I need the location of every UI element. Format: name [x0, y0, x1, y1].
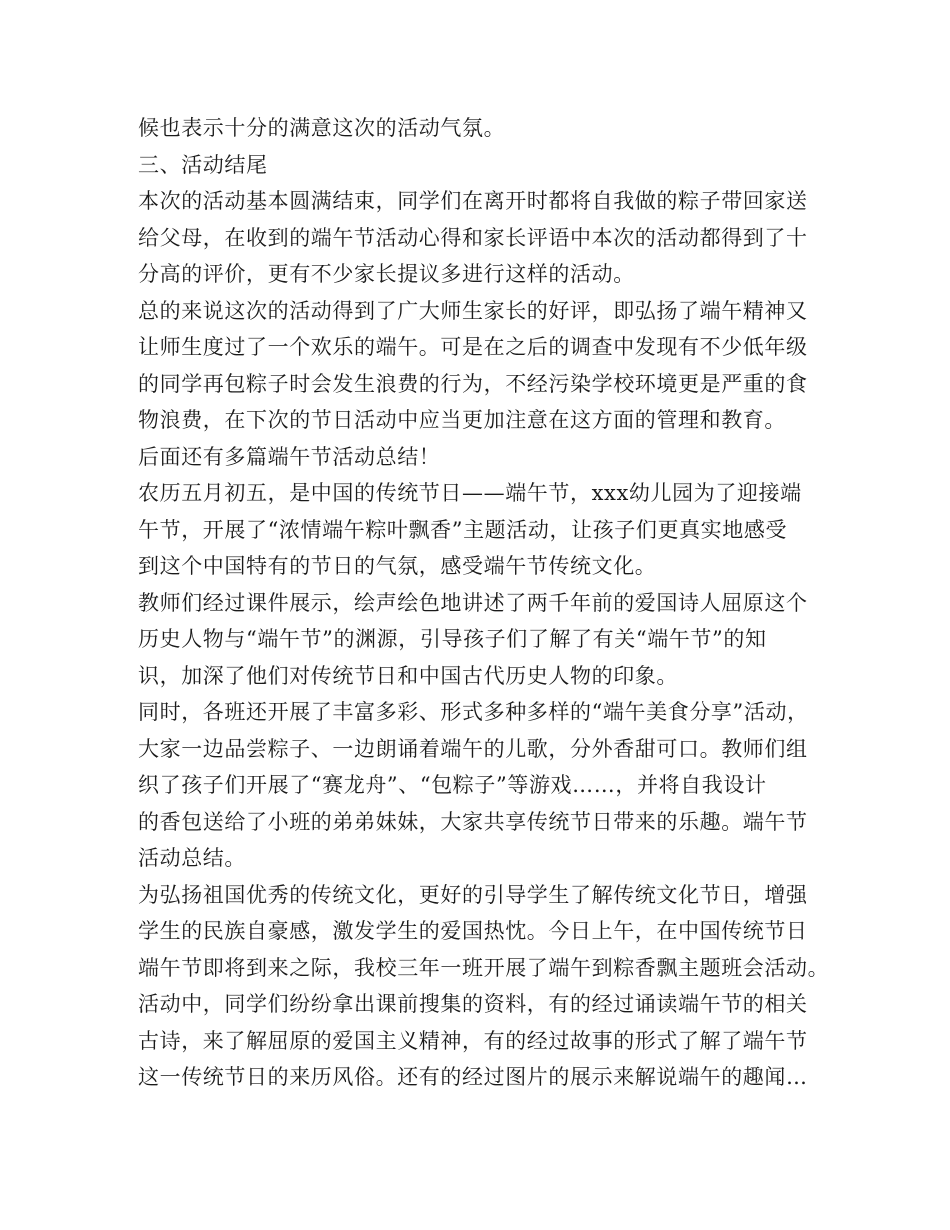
text-line: 大家一边品尝粽子、一边朗诵着端午的儿歌，分外香甜可口。教师们组 [138, 736, 808, 761]
text-line: 的香包送给了小班的弟弟妹妹，大家共享传统节日带来的乐趣。端午节 [138, 809, 808, 834]
text-line: 同时，各班还开展了丰富多彩、形式多种多样的“端午美食分享”活动， [138, 700, 809, 724]
text-line: 这一传统节日的来历风俗。还有的经过图片的展示来解说端午的趣闻… [138, 1065, 808, 1089]
text-line: 历史人物与“端午节”的渊源，引导孩子们了解了有关“端午节”的知 [138, 627, 767, 651]
text-line: 农历五月初五，是中国的传统节日——端午节，xxx幼儿园为了迎接端 [138, 481, 802, 505]
section-heading: 三、活动结尾 [138, 152, 268, 177]
text-line: 候也表示十分的满意这次的活动气氛。 [138, 116, 506, 140]
text-line: 后面还有多篇端午节活动总结！ [138, 444, 441, 469]
text-line: 活动总结。 [138, 846, 246, 870]
text-line: 分高的评价，更有不少家长提议多进行这样的活动。 [138, 262, 635, 286]
text-line: 总的来说这次的活动得到了广大师生家长的好评，即弘扬了端午精神又 [138, 298, 808, 323]
text-line: 为弘扬祖国优秀的传统文化，更好的引导学生了解传统文化节日，增强 [138, 882, 808, 907]
document-body [138, 110, 828, 1096]
text-line: 午节，开展了“浓情端午粽叶飘香”主题活动，让孩子们更真实地感受 [138, 517, 788, 542]
text-line: 织了孩子们开展了“赛龙舟”、“包粽子”等游戏……，并将自我设计 [138, 773, 767, 797]
text-line: 学生的民族自豪感，激发学生的爱国热忱。今日上午，在中国传统节日 [138, 919, 808, 943]
text-line: 物浪费，在下次的节日活动中应当更加注意在这方面的管理和教育。 [138, 408, 786, 432]
text-line: 古诗，来了解屈原的爱国主义精神，有的经过故事的形式了解了端午节 [138, 1028, 808, 1053]
text-line: 到这个中国特有的节日的气氛，感受端午节传统文化。 [138, 554, 657, 578]
text-line: 本次的活动基本圆满结束，同学们在离开时都将自我做的粽子带回家送 [138, 189, 808, 213]
text-line: 端午节即将到来之际，我校三年一班开展了端午到粽香飘主题班会活动。 [138, 955, 830, 980]
text-line: 识，加深了他们对传统节日和中国古代历史人物的印象。 [138, 663, 678, 688]
text-line: 活动中，同学们纷纷拿出课前搜集的资料，有的经过诵读端午节的相关 [138, 992, 808, 1016]
text-line: 的同学再包粽子时会发生浪费的行为，不经污染学校环境更是严重的食 [138, 371, 808, 396]
text-line: 让师生度过了一个欢乐的端午。可是在之后的调查中发现有不少低年级 [138, 335, 808, 359]
text-line: 教师们经过课件展示，绘声绘色地讲述了两千年前的爱国诗人屈原这个 [138, 590, 808, 615]
text-line: 给父母，在收到的端午节活动心得和家长评语中本次的活动都得到了十 [138, 225, 808, 250]
